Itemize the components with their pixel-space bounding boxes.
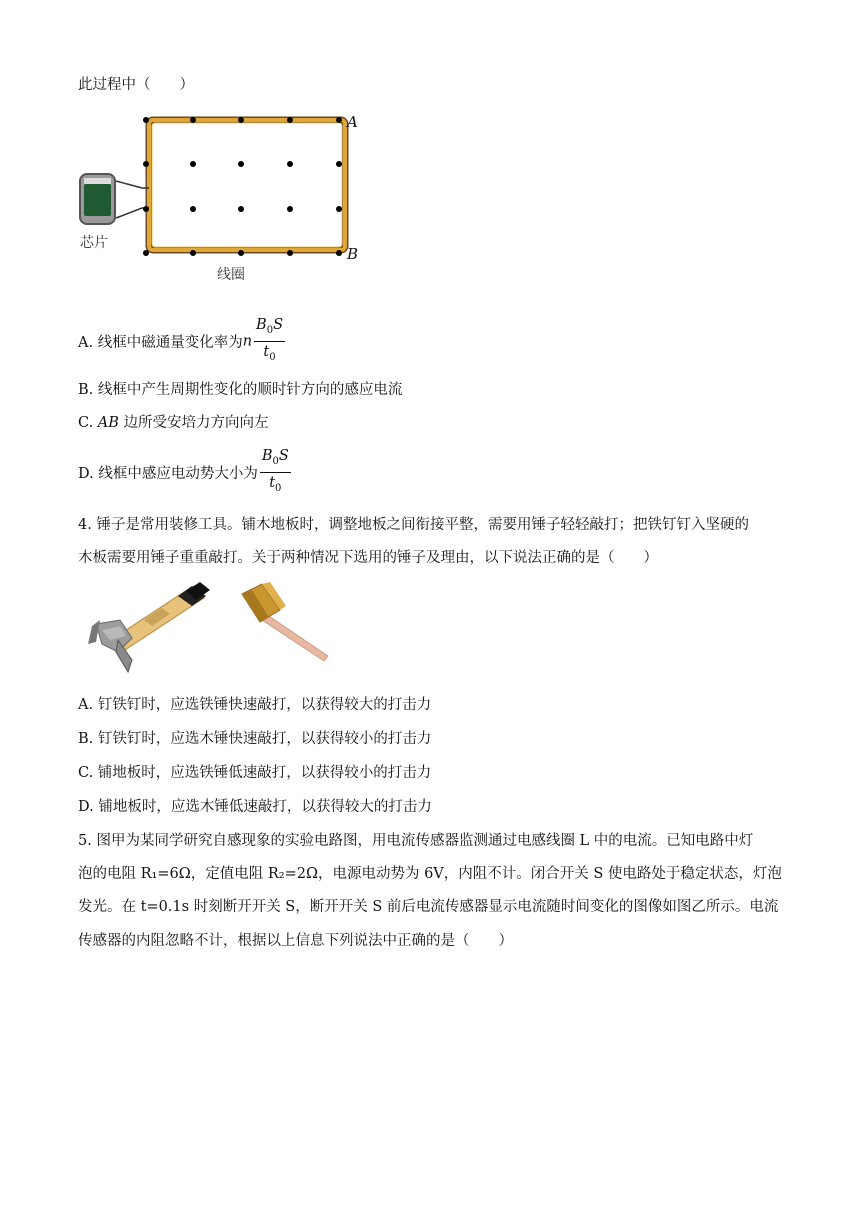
q5-line2: 泡的电阻 R₁=6Ω，定值电阻 R₂=2Ω，电源电动势为 6V，内阻不计。闭合开关 S 使电路处于稳定状态，灯泡 xyxy=(78,866,782,882)
label-A: A xyxy=(347,113,358,131)
q3-option-a: A. 线框中磁通量变化率为n $\frac{B_0S}{t_0}$ xyxy=(78,316,287,367)
q3-option-b: B. 线框中产生周期性变化的顺时针方向的感应电流 xyxy=(78,382,403,398)
hammer-illustration xyxy=(82,580,342,680)
q3-option-c: C. AB 边所受安培力方向向左 xyxy=(78,415,269,431)
hammers-figure xyxy=(82,580,342,680)
q4-option-d: D. 铺地板时，应选木锤低速敲打，以获得较大的打击力 xyxy=(78,799,432,815)
chip-label: 芯片 xyxy=(80,235,108,251)
iron-hammer-icon xyxy=(88,582,210,672)
q4-option-a: A. 钉铁钉时，应选铁锤快速敲打，以获得较大的打击力 xyxy=(78,697,432,713)
q3-option-d: D. 线框中感应电动势大小为 $\frac{B_0S}{t_0}$ xyxy=(78,447,293,498)
q5-line4: 传感器的内阻忽略不计，根据以上信息下列说法中正确的是（ ） xyxy=(78,933,513,949)
wooden-mallet-icon xyxy=(242,582,328,661)
coil-label: 线圈 xyxy=(217,267,245,283)
label-B: B xyxy=(347,245,359,263)
fraction-d: $\frac{B_0S}{t_0}$ xyxy=(261,448,289,494)
q4-option-c: C. 铺地板时，应选铁锤低速敲打，以获得较小的打击力 xyxy=(78,765,432,781)
q4-stem-line2: 木板需要用锤子重重敲打。关于两种情况下选用的锤子及理由，以下说法正确的是（ ） xyxy=(78,550,658,566)
q4-stem-line1: 4. 锤子是常用装修工具。铺木地板时，调整地板之间衔接平整，需要用锤子轻轻敲打；把铁钉钉入坚硬的 xyxy=(78,517,749,533)
coil-diagram xyxy=(76,108,366,283)
coil-figure xyxy=(76,108,366,283)
q5-line1: 5. 图甲为某同学研究自感现象的实验电路图，用电流传感器监测通过电感线圈 L 中的电流。已知电路中灯 xyxy=(78,833,754,849)
q5-line3: 发光。在 t=0.1s 时刻断开开关 S，断开开关 S 前后电流传感器显示电流随时间变化的图像如图乙所示。电流 xyxy=(78,899,779,915)
fraction-a: $\frac{B_0S}{t_0}$ xyxy=(256,317,284,363)
q3-stem-tail: 此过程中（ ） xyxy=(78,77,194,93)
q4-option-b: B. 钉铁钉时，应选木锤快速敲打，以获得较小的打击力 xyxy=(78,731,432,747)
